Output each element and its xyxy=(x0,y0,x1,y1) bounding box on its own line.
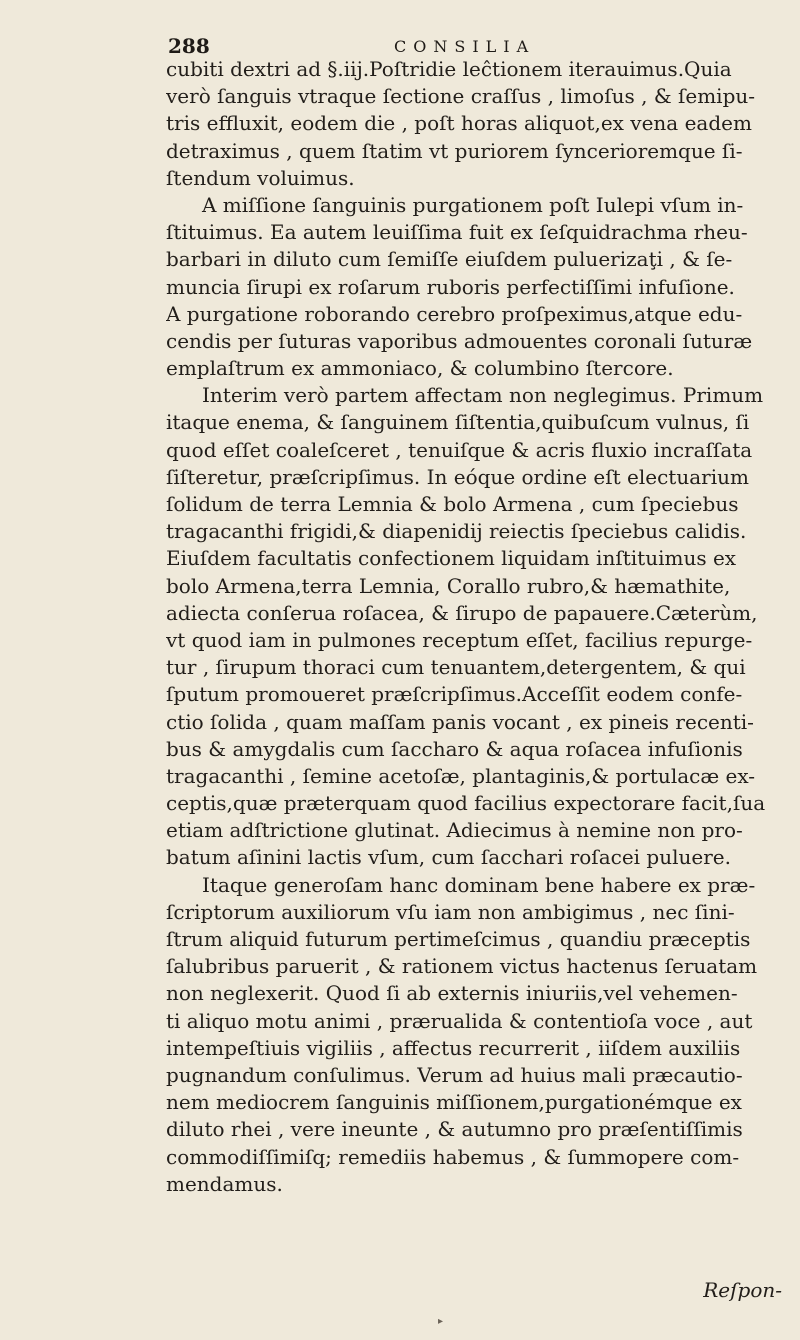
text-line: detraximus , quem ſtatim vt puriorem ſyncerioremque ſi- xyxy=(166,138,743,163)
text-line: A miſſione ſanguinis purgationem poſt Iulepi vſum in- xyxy=(202,192,744,217)
text-line: bus & amygdalis cum ſaccharo & aqua roſacea infuſionis xyxy=(166,736,743,761)
text-line: ſalubribus paruerit , & rationem victus hactenus ſeruatam xyxy=(166,954,758,979)
text-line: adiecta conſerua roſacea, & ſirupo de papauere.Cæterùm, xyxy=(166,600,758,625)
text-line: muncia ſirupi ex roſarum ruboris perfectiſſimi infuſione. xyxy=(166,274,735,299)
text-line: Itaque generoſam hanc dominam bene habere ex præ- xyxy=(202,872,756,897)
text-line: ſcriptorum auxiliorum vſu iam non ambigimus , nec ſini- xyxy=(166,899,735,924)
text-line: etiam adſtrictione glutinat. Adiecimus à nemine non pro- xyxy=(166,818,743,843)
text-line: pugnandum conſulimus. Verum ad huius mali præcautio- xyxy=(166,1062,743,1087)
text-line: tragacanthi frigidi,& diapenidij reiectis ſpeciebus calidis. xyxy=(166,519,747,544)
text-line: diluto rhei , vere ineunte , & autumno pro præſentiſſimis xyxy=(166,1117,743,1142)
text-line: Eiuſdem facultatis confectionem liquidam inſtituimus ex xyxy=(166,546,737,571)
text-line: ſputum promoueret præſcripſimus.Acceſſit eodem confe- xyxy=(166,682,743,707)
text-line: emplaſtrum ex ammoniaco, & columbino ſtercore. xyxy=(166,356,674,381)
text-line: commodiſſimiſq; remediis habemus , & ſummopere com- xyxy=(166,1144,740,1169)
running-head: CONSILIA xyxy=(394,37,536,56)
text-line: verò ſanguis vtraque ſectione craſſus , limoſus , & ſemipu- xyxy=(166,84,756,109)
text-line: bolo Armena,terra Lemnia, Corallo rubro,& hæmathite, xyxy=(166,573,731,598)
text-line: non neglexerit. Quod ſi ab externis iniuriis,vel vehemen- xyxy=(166,981,738,1006)
page-number: 288 xyxy=(168,34,210,58)
text-line: nem mediocrem ſanguinis miſſionem,purgationémque ex xyxy=(166,1090,742,1115)
text-line: itaque enema, & ſanguinem ſiſtentia,quibuſcum vulnus, ſi xyxy=(166,410,750,435)
text-line: cubiti dextri ad §.iij.Poſtridie leĉtionem iterauimus.Quia xyxy=(166,57,732,81)
arrow-mark-icon: ▸ xyxy=(438,1316,444,1327)
text-line: ti aliquo motu animi , prærualida & contentioſa voce , aut xyxy=(166,1008,753,1033)
text-line: ſiſteretur, præſcripſimus. In eóque ordine eſt electuarium xyxy=(166,464,749,489)
text-line: barbari in diluto cum ſemiſſe eiuſdem puluerizaţi , & ſe- xyxy=(166,247,733,272)
text-line: cendis per ſuturas vaporibus admouentes coronali ſuturæ xyxy=(166,328,753,353)
text-line: ceptis,quæ præterquam quod facilius expectorare facit,ſua xyxy=(166,791,766,816)
catchword: Reſpon- xyxy=(703,1278,782,1302)
body-text xyxy=(166,56,794,1198)
text-line: ſtendum voluimus. xyxy=(166,165,355,190)
text-line: A purgatione roborando cerebro proſpeximus,atque edu- xyxy=(166,301,743,326)
text-line: tragacanthi , ſemine acetoſæ, plantaginis,& portulacæ ex- xyxy=(166,763,756,788)
text-line: ſolidum de terra Lemnia & bolo Armena , cum ſpeciebus xyxy=(166,492,739,516)
text-line: tris effluxit, eodem die , poſt horas aliquot,ex vena eadem xyxy=(166,111,752,136)
text-line: batum aſinini lactis vſum, cum ſacchari roſacei puluere. xyxy=(166,845,731,870)
text-line: Interim verò partem affectam non neglegimus. Primum xyxy=(202,383,764,408)
text-line: mendamus. xyxy=(166,1171,283,1196)
text-line: ſtrum aliquid futurum pertimeſcimus , quandiu præceptis xyxy=(166,927,751,951)
text-line: tur , ſirupum thoraci cum tenuantem,detergentem, & qui xyxy=(166,655,746,680)
text-line: quod eſſet coaleſceret , tenuiſque & acris fluxio incraſſata xyxy=(166,437,753,462)
text-line: intempeſtiuis vigiliis , affectus recurrerit , iiſdem auxiliis xyxy=(166,1035,741,1060)
text-line: ctio ſolida , quam maſſam panis vocant , ex pineis recenti- xyxy=(166,709,754,734)
text-line: ſtituimus. Ea autem leuiſſima fuit ex ſeſquidrachma rheu- xyxy=(166,220,748,245)
text-line: vt quod iam in pulmones receptum eſſet, facilius repurge- xyxy=(166,627,753,652)
